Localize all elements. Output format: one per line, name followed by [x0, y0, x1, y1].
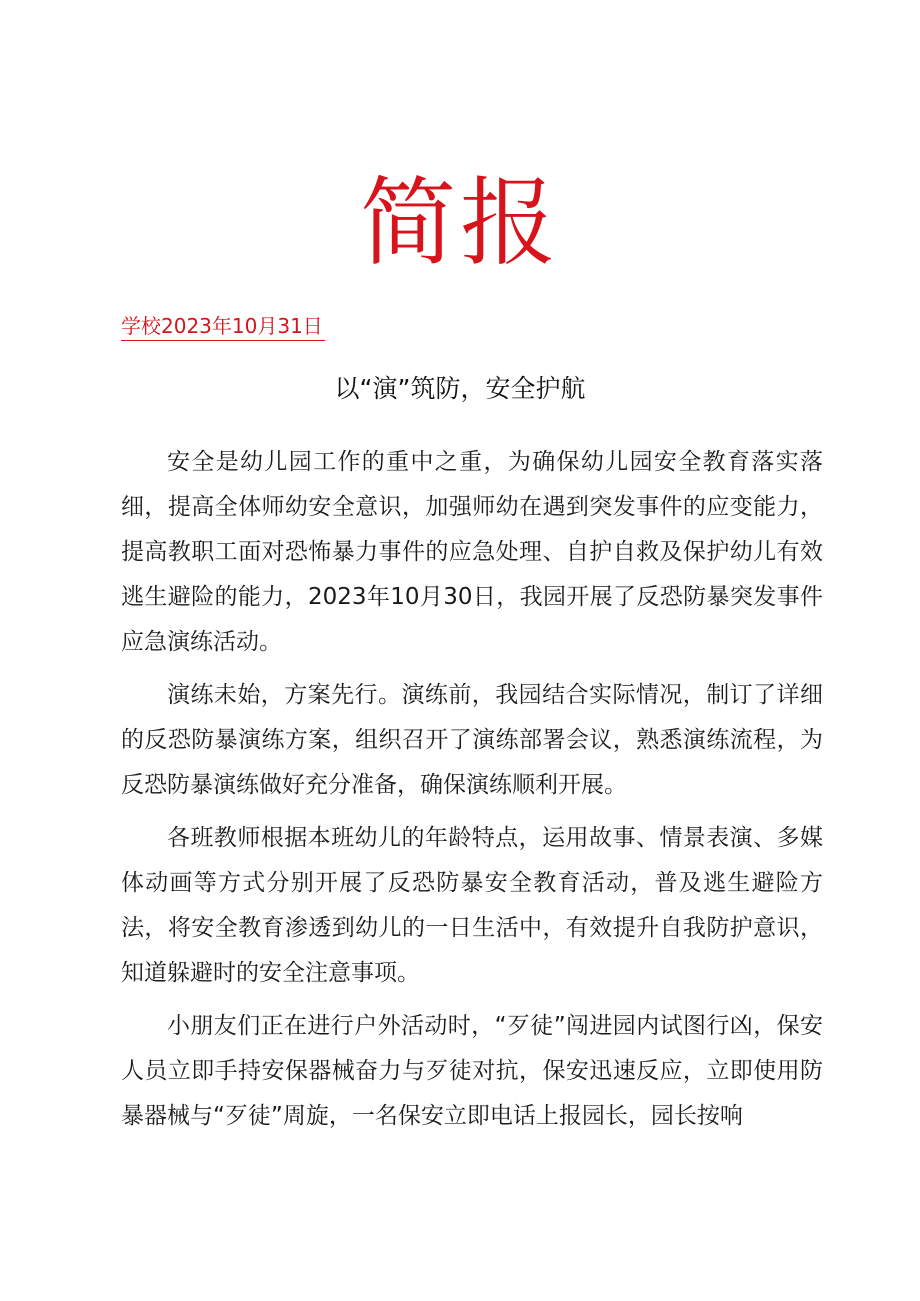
paragraph-education: 各班教师根据本班幼儿的年龄特点，运用故事、情景表演、多媒体动画等方式分别开展了反恐防暴安全教育活动，普及逃生避险方法，将安全教育渗透到幼儿的一日生活中，有效提升自我防护意识，知道躲避时的安全注意事项。	[121, 825, 823, 986]
masthead-title: 简报	[360, 167, 560, 279]
article-title: 以“演”筑防，安全护航	[334, 374, 586, 403]
issue-date-line: 学校2023年10月31日	[121, 312, 325, 341]
paragraph-drill: 小朋友们正在进行户外活动时，“歹徒”闯进园内试图行凶，保安人员立即手持安保器械奋力与歹徒对抗，保安迅速反应，立即使用防暴器械与“歹徒”周旋，一名保安立即电话上报园长，园长按响	[121, 1013, 823, 1129]
paragraph-intro: 安全是幼儿园工作的重中之重，为确保幼儿园安全教育落实落细，提高全体师幼安全意识，加强师幼在遇到突发事件的应变能力，提高教职工面对恐怖暴力事件的应急处理、自护自救及保护幼儿有效逃生避险的能力，2023年10月30日，我园开展了反恐防暴突发事件应急演练活动。	[121, 449, 823, 655]
article-body	[121, 440, 823, 1147]
paragraph-plan: 演练未始，方案先行。演练前，我园结合实际情况，制订了详细的反恐防暴演练方案，组织召开了演练部署会议，熟悉演练流程，为反恐防暴演练做好充分准备，确保演练顺利开展。	[121, 682, 823, 798]
